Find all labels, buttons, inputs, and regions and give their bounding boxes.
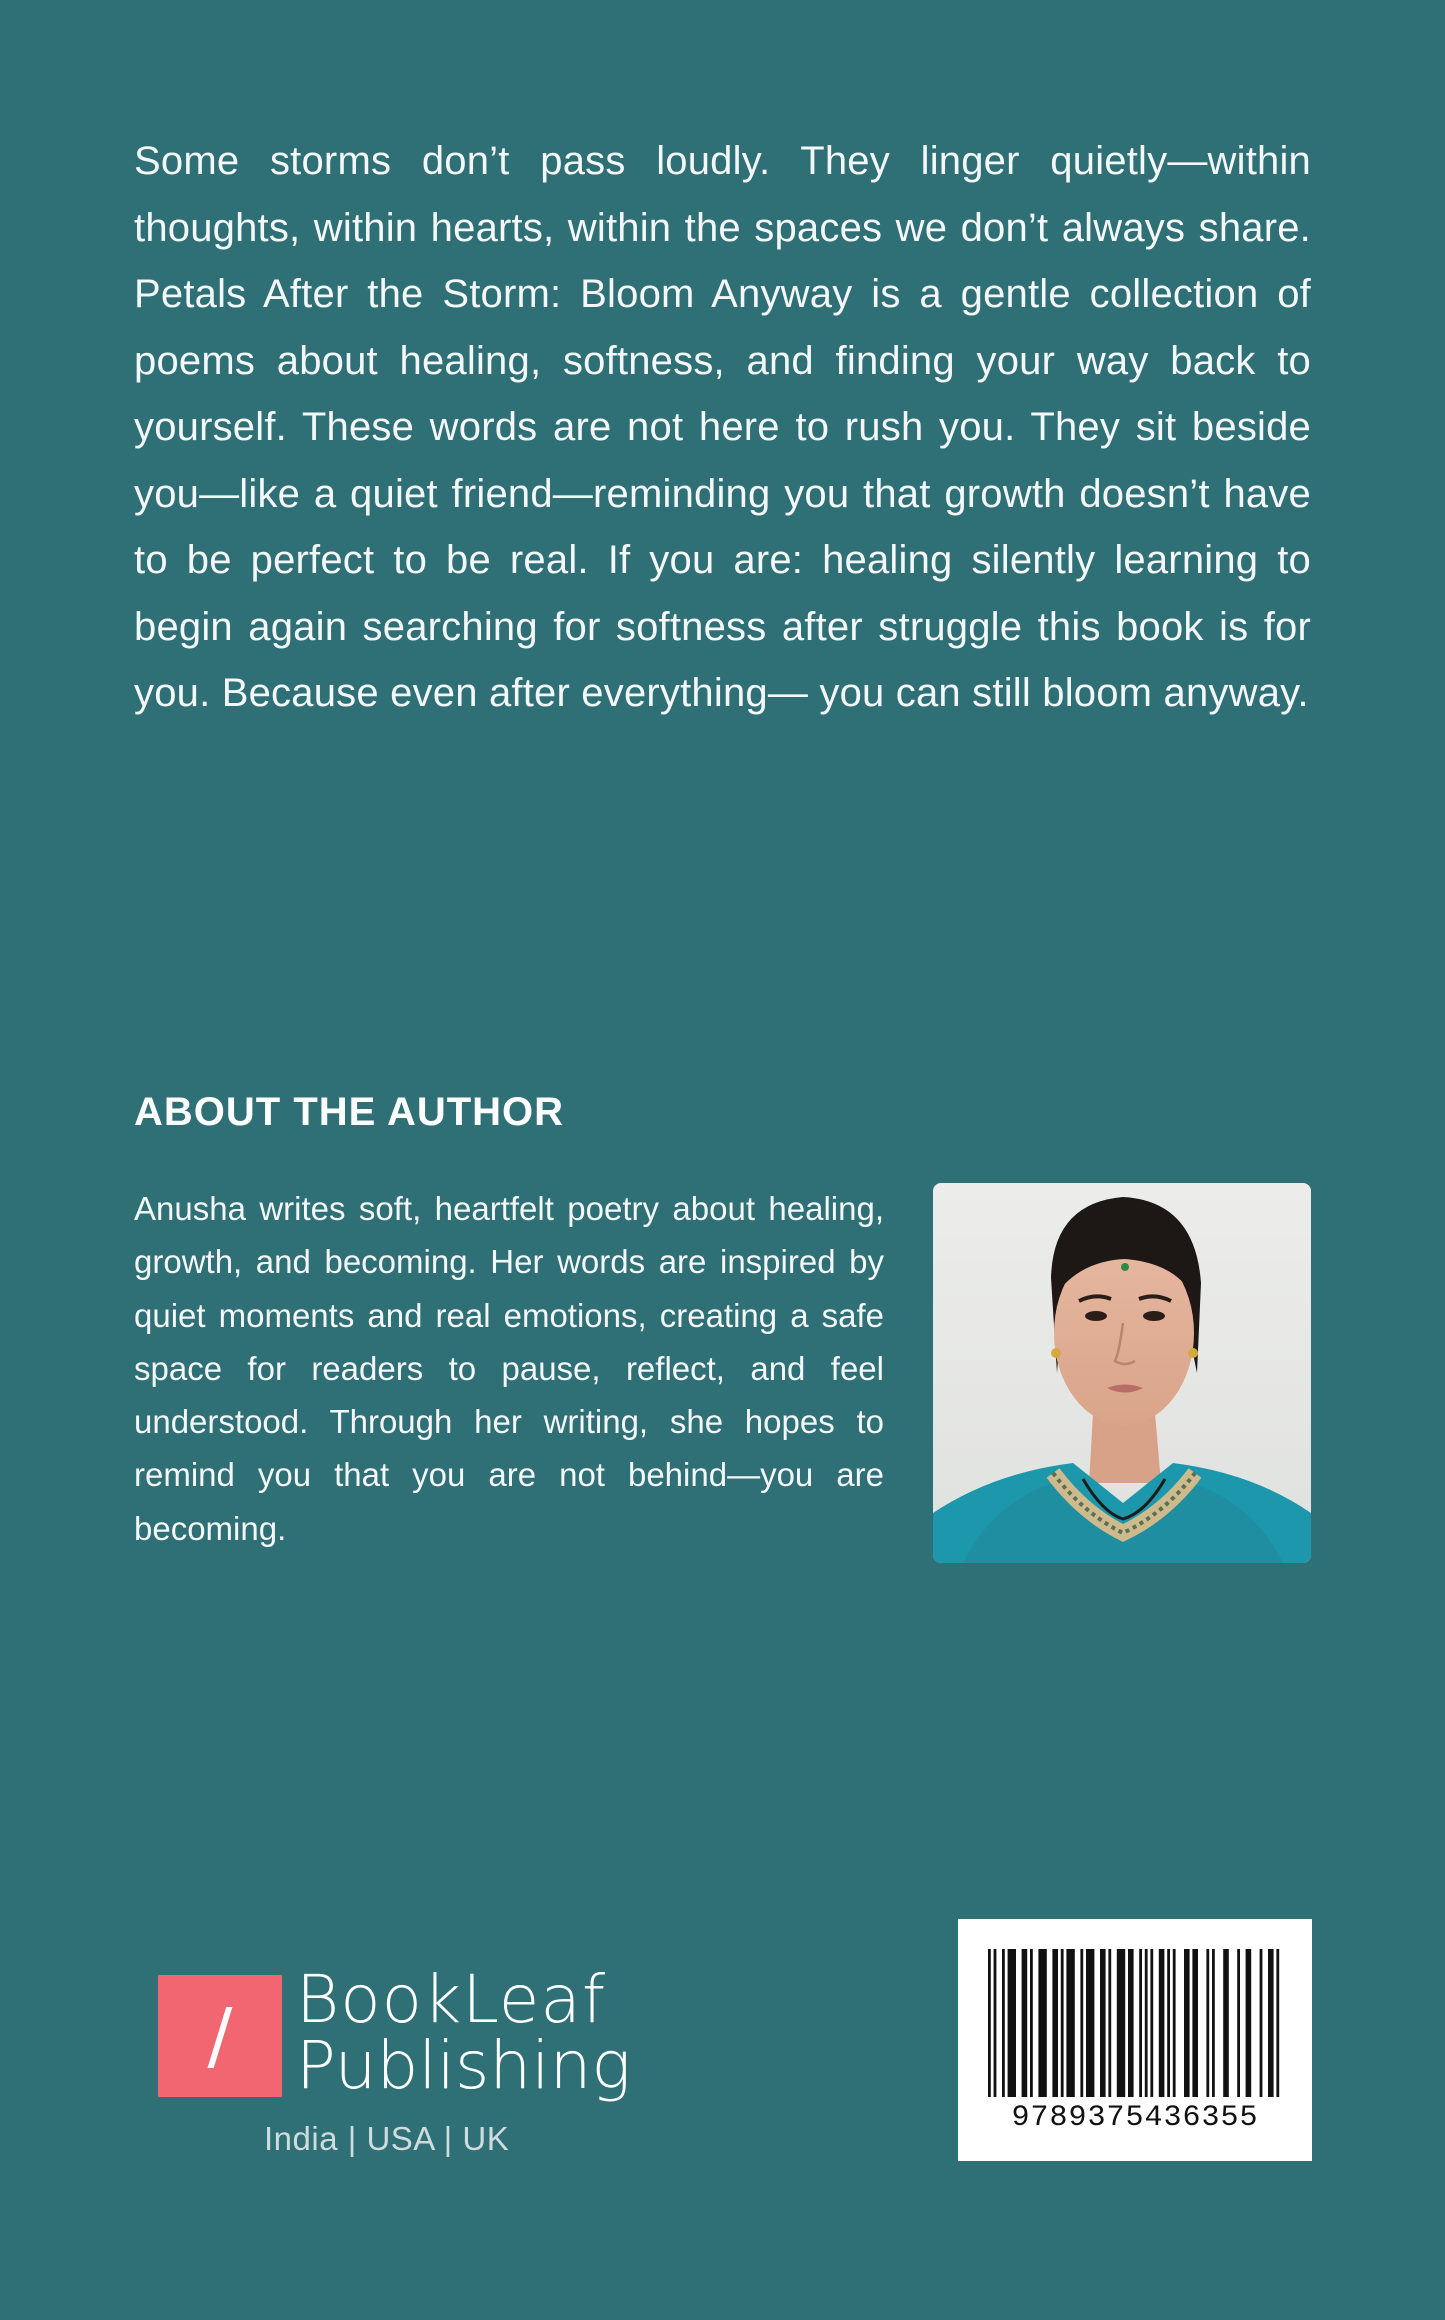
- barcode-bar: [1108, 1949, 1111, 2097]
- barcode-bar: [1159, 1949, 1165, 2097]
- barcode-bar: [1086, 1949, 1094, 2097]
- barcode-bar: [1276, 1949, 1279, 2097]
- barcode-bar: [1052, 1949, 1058, 2097]
- about-author-heading: ABOUT THE AUTHOR: [134, 1090, 565, 1134]
- barcode-bars: [988, 1949, 1282, 2097]
- barcode-bar: [1260, 1949, 1263, 2097]
- logo-slash-glyph: /: [207, 1993, 233, 2079]
- barcode-bar: [1192, 1949, 1198, 2097]
- barcode-bar: [1080, 1949, 1083, 2097]
- author-photo: [933, 1183, 1311, 1563]
- barcode-bar: [1150, 1949, 1153, 2097]
- barcode-bar: [1145, 1949, 1148, 2097]
- barcode-bar: [1246, 1949, 1252, 2097]
- barcode-bar: [1223, 1949, 1229, 2097]
- barcode-bar: [994, 1949, 997, 2097]
- barcode-bar: [1117, 1949, 1125, 2097]
- isbn-number: 9789375436355: [1011, 2101, 1259, 2135]
- back-cover-blurb: Some storms don’t pass loudly. They linger quietly—within thoughts, within hearts, within the spaces we don’t always share. Petals After the Storm: Bloom Anyway is a gentle collection of poems about healing, softness, and finding your way back to yourself. These words are not here to rush you. They sit beside you—like a quiet friend—reminding you that growth doesn’t have to be perfect to be real. If you are: healing silently learning to begin again searching for softness after struggle this book is for you. Because even after everything— you can still bloom anyway.: [134, 139, 1311, 715]
- barcode-bar: [988, 1949, 991, 2097]
- barcode-bar: [1030, 1949, 1033, 2097]
- barcode-bar: [1139, 1949, 1142, 2097]
- logo-slash-mark: [158, 1975, 282, 2097]
- publisher-name-line1: BookLeaf: [296, 1961, 607, 2038]
- publisher-logo: [156, 1961, 632, 2165]
- author-bio: Anusha writes soft, heartfelt poetry about healing, growth, and becoming. Her words are inspired by quiet moments and real emotions, creating a safe space for readers to pause, reflect, and feel understood. Through her writing, she hopes to remind you that you are not behind—you are becoming.: [134, 1190, 884, 1547]
- barcode-bar: [1167, 1949, 1170, 2097]
- barcode-bar: [1066, 1949, 1074, 2097]
- publisher-regions: India | USA | UK: [264, 2120, 510, 2157]
- barcode-bar: [1268, 1949, 1274, 2097]
- barcode-bar: [1038, 1949, 1046, 2097]
- barcode-bar: [1173, 1949, 1176, 2097]
- barcode-bar: [1212, 1949, 1215, 2097]
- barcode-bar: [1100, 1949, 1106, 2097]
- barcode-bar: [1008, 1949, 1016, 2097]
- barcode-bar: [1184, 1949, 1190, 2097]
- barcode-bar: [1061, 1949, 1064, 2097]
- barcode-bar: [1237, 1949, 1240, 2097]
- barcode-bar: [1128, 1949, 1134, 2097]
- barcode-bar: [1206, 1949, 1209, 2097]
- publisher-name-line2: Publishing: [296, 2027, 632, 2104]
- isbn-barcode: [958, 1919, 1312, 2161]
- barcode-bar: [1022, 1949, 1028, 2097]
- barcode-bar: [1002, 1949, 1005, 2097]
